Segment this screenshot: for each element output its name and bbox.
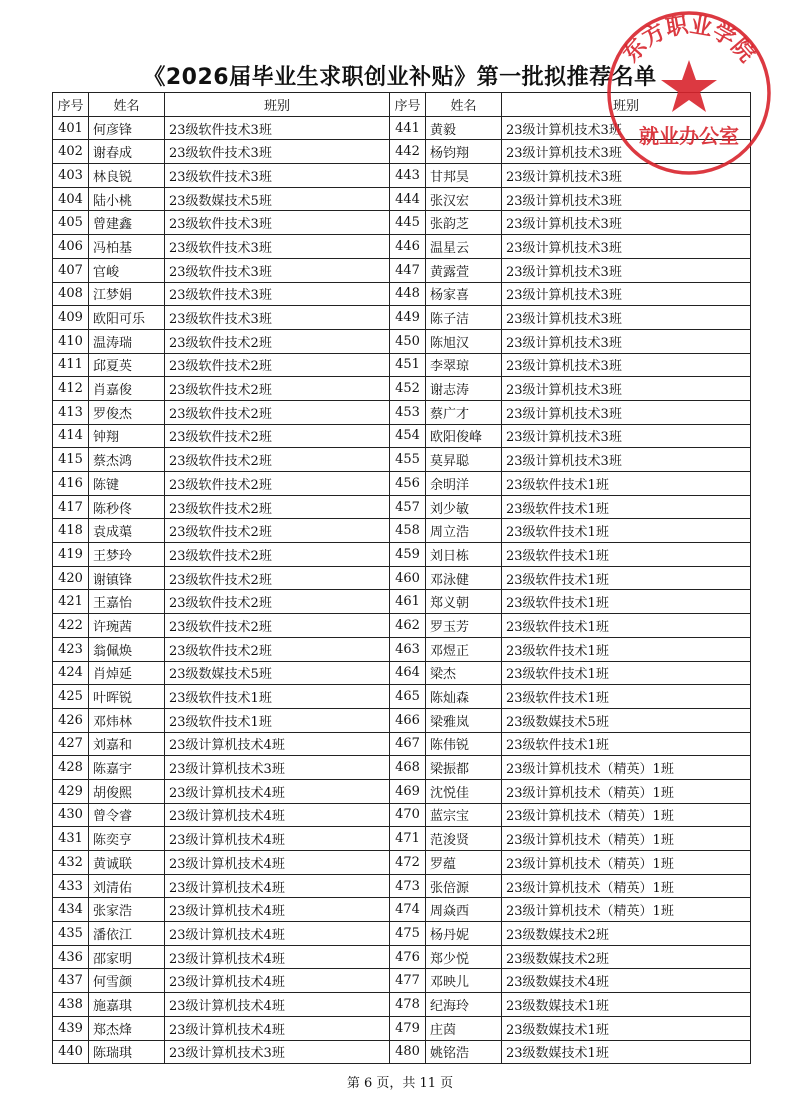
- entry-index: 462: [390, 614, 426, 638]
- table-row: [53, 685, 751, 709]
- entry-name: 陈嘉宇: [89, 756, 165, 780]
- entry-index: 460: [390, 566, 426, 590]
- entry-index: 411: [53, 353, 89, 377]
- entry-class: 23级数媒技术5班: [165, 661, 390, 685]
- entry-index: 455: [390, 448, 426, 472]
- header-index: 序号: [53, 93, 89, 117]
- entry-class: 23级计算机技术4班: [165, 851, 390, 875]
- entry-name: 杨丹妮: [426, 922, 502, 946]
- entry-index: 450: [390, 329, 426, 353]
- header-index: 序号: [390, 93, 426, 117]
- recommendation-table: [52, 92, 751, 1064]
- entry-index: 465: [390, 685, 426, 709]
- entry-class: 23级计算机技术3班: [502, 400, 751, 424]
- entry-class: 23级计算机技术3班: [502, 306, 751, 330]
- entry-class: 23级数媒技术5班: [165, 187, 390, 211]
- entry-index: 452: [390, 377, 426, 401]
- entry-class: 23级数媒技术5班: [502, 708, 751, 732]
- entry-class: 23级软件技术2班: [165, 448, 390, 472]
- table-row: [53, 353, 751, 377]
- table-row: [53, 708, 751, 732]
- entry-class: 23级软件技术2班: [165, 472, 390, 496]
- entry-index: 410: [53, 329, 89, 353]
- entry-index: 418: [53, 519, 89, 543]
- entry-index: 432: [53, 851, 89, 875]
- entry-class: 23级计算机技术3班: [502, 353, 751, 377]
- entry-class: 23级软件技术1班: [502, 614, 751, 638]
- entry-class: 23级计算机技术4班: [165, 969, 390, 993]
- entry-index: 457: [390, 495, 426, 519]
- entry-index: 444: [390, 187, 426, 211]
- entry-index: 472: [390, 851, 426, 875]
- entry-class: 23级计算机技术4班: [165, 1016, 390, 1040]
- entry-class: 23级计算机技术（精英）1班: [502, 874, 751, 898]
- entry-class: 23级计算机技术4班: [165, 922, 390, 946]
- entry-name: 张倍源: [426, 874, 502, 898]
- entry-index: 475: [390, 922, 426, 946]
- entry-class: 23级软件技术1班: [502, 519, 751, 543]
- entry-name: 姚铭浩: [426, 1040, 502, 1064]
- entry-name: 袁成蕖: [89, 519, 165, 543]
- entry-name: 庄茵: [426, 1016, 502, 1040]
- header-class: 班别: [165, 93, 390, 117]
- svg-text:东方职业学院: [618, 13, 759, 67]
- entry-index: 431: [53, 827, 89, 851]
- table-row: [53, 922, 751, 946]
- entry-class: 23级计算机技术（精英）1班: [502, 803, 751, 827]
- entry-class: 23级数媒技术2班: [502, 945, 751, 969]
- entry-class: 23级计算机技术4班: [165, 874, 390, 898]
- entry-index: 449: [390, 306, 426, 330]
- entry-index: 459: [390, 543, 426, 567]
- entry-name: 官峻: [89, 258, 165, 282]
- entry-class: 23级软件技术2班: [165, 543, 390, 567]
- entry-name: 邵家明: [89, 945, 165, 969]
- entry-name: 曾令睿: [89, 803, 165, 827]
- entry-index: 477: [390, 969, 426, 993]
- entry-class: 23级计算机技术3班: [502, 377, 751, 401]
- table-row: [53, 732, 751, 756]
- entry-name: 温星云: [426, 235, 502, 259]
- entry-class: 23级软件技术3班: [165, 116, 390, 140]
- entry-index: 433: [53, 874, 89, 898]
- entry-index: 437: [53, 969, 89, 993]
- entry-name: 梁雅岚: [426, 708, 502, 732]
- entry-index: 422: [53, 614, 89, 638]
- entry-class: 23级计算机技术3班: [502, 258, 751, 282]
- entry-index: 420: [53, 566, 89, 590]
- entry-index: 401: [53, 116, 89, 140]
- entry-index: 429: [53, 779, 89, 803]
- entry-index: 471: [390, 827, 426, 851]
- entry-class: 23级计算机技术3班: [502, 448, 751, 472]
- entry-class: 23级计算机技术3班: [502, 424, 751, 448]
- table-row: [53, 614, 751, 638]
- entry-class: 23级计算机技术（精英）1班: [502, 779, 751, 803]
- entry-name: 梁杰: [426, 661, 502, 685]
- entry-name: 刘清佑: [89, 874, 165, 898]
- entry-index: 412: [53, 377, 89, 401]
- official-seal-stamp: [604, 8, 774, 178]
- entry-class: 23级计算机技术4班: [165, 993, 390, 1017]
- entry-index: 416: [53, 472, 89, 496]
- entry-index: 404: [53, 187, 89, 211]
- entry-name: 陈灿森: [426, 685, 502, 709]
- entry-class: 23级软件技术2班: [165, 424, 390, 448]
- entry-index: 403: [53, 164, 89, 188]
- entry-name: 罗俊杰: [89, 400, 165, 424]
- entry-index: 456: [390, 472, 426, 496]
- entry-class: 23级计算机技术（精英）1班: [502, 827, 751, 851]
- entry-class: 23级软件技术2班: [165, 637, 390, 661]
- entry-name: 冯柏基: [89, 235, 165, 259]
- entry-index: 446: [390, 235, 426, 259]
- table-row: [53, 827, 751, 851]
- entry-index: 467: [390, 732, 426, 756]
- entry-name: 张韵芝: [426, 211, 502, 235]
- entry-name: 潘依江: [89, 922, 165, 946]
- entry-index: 409: [53, 306, 89, 330]
- entry-name: 邓泳健: [426, 566, 502, 590]
- table-row: [53, 235, 751, 259]
- entry-class: 23级软件技术2班: [165, 329, 390, 353]
- entry-name: 邓映儿: [426, 969, 502, 993]
- table-row: [53, 400, 751, 424]
- entry-name: 张家浩: [89, 898, 165, 922]
- entry-name: 欧阳可乐: [89, 306, 165, 330]
- entry-name: 陈键: [89, 472, 165, 496]
- entry-name: 蓝宗宝: [426, 803, 502, 827]
- entry-name: 邓炜林: [89, 708, 165, 732]
- entry-name: 何彦锋: [89, 116, 165, 140]
- entry-index: 438: [53, 993, 89, 1017]
- entry-class: 23级软件技术1班: [502, 685, 751, 709]
- entry-name: 李翠琼: [426, 353, 502, 377]
- table-row: [53, 993, 751, 1017]
- entry-class: 23级软件技术2班: [165, 566, 390, 590]
- entry-index: 469: [390, 779, 426, 803]
- entry-name: 谢镇锋: [89, 566, 165, 590]
- entry-class: 23级软件技术1班: [165, 685, 390, 709]
- entry-index: 415: [53, 448, 89, 472]
- entry-name: 肖嘉俊: [89, 377, 165, 401]
- seal-star-icon: [661, 60, 717, 112]
- entry-name: 周立浩: [426, 519, 502, 543]
- table-row: [53, 377, 751, 401]
- entry-name: 蔡广才: [426, 400, 502, 424]
- entry-name: 温涛瑞: [89, 329, 165, 353]
- entry-index: 458: [390, 519, 426, 543]
- entry-class: 23级软件技术3班: [165, 211, 390, 235]
- entry-class: 23级软件技术2班: [165, 495, 390, 519]
- entry-index: 413: [53, 400, 89, 424]
- entry-name: 郑杰烽: [89, 1016, 165, 1040]
- table-row: [53, 543, 751, 567]
- entry-name: 王梦玲: [89, 543, 165, 567]
- entry-class: 23级计算机技术3班: [502, 329, 751, 353]
- entry-index: 424: [53, 661, 89, 685]
- entry-name: 郑义朝: [426, 590, 502, 614]
- table-row: [53, 661, 751, 685]
- entry-name: 黄诚联: [89, 851, 165, 875]
- entry-class: 23级计算机技术3班: [165, 756, 390, 780]
- entry-class: 23级软件技术2班: [165, 353, 390, 377]
- entry-index: 454: [390, 424, 426, 448]
- entry-index: 443: [390, 164, 426, 188]
- entry-index: 470: [390, 803, 426, 827]
- entry-index: 408: [53, 282, 89, 306]
- entry-name: 周焱西: [426, 898, 502, 922]
- entry-index: 426: [53, 708, 89, 732]
- entry-name: 黄露萱: [426, 258, 502, 282]
- entry-name: 梁振都: [426, 756, 502, 780]
- entry-index: 451: [390, 353, 426, 377]
- table-row: [53, 637, 751, 661]
- entry-index: 436: [53, 945, 89, 969]
- entry-name: 叶晖锐: [89, 685, 165, 709]
- header-name: 姓名: [426, 93, 502, 117]
- entry-name: 江梦娟: [89, 282, 165, 306]
- entry-class: 23级计算机技术4班: [165, 779, 390, 803]
- entry-class: 23级软件技术2班: [165, 400, 390, 424]
- header-class: 班别: [502, 93, 751, 117]
- entry-class: 23级计算机技术（精英）1班: [502, 851, 751, 875]
- table-row: [53, 898, 751, 922]
- entry-class: 23级软件技术2班: [165, 614, 390, 638]
- entry-class: 23级软件技术1班: [502, 566, 751, 590]
- entry-index: 447: [390, 258, 426, 282]
- entry-index: 407: [53, 258, 89, 282]
- entry-index: 479: [390, 1016, 426, 1040]
- entry-name: 何雪颜: [89, 969, 165, 993]
- entry-index: 464: [390, 661, 426, 685]
- table-row: [53, 282, 751, 306]
- entry-name: 纪海玲: [426, 993, 502, 1017]
- entry-name: 杨家喜: [426, 282, 502, 306]
- entry-class: 23级数媒技术1班: [502, 993, 751, 1017]
- entry-name: 刘嘉和: [89, 732, 165, 756]
- entry-name: 施嘉琪: [89, 993, 165, 1017]
- entry-name: 陈子洁: [426, 306, 502, 330]
- table-row: [53, 258, 751, 282]
- table-row: [53, 472, 751, 496]
- entry-class: 23级数媒技术4班: [502, 969, 751, 993]
- entry-name: 罗蕴: [426, 851, 502, 875]
- entry-name: 陈伟锐: [426, 732, 502, 756]
- entry-name: 林良锐: [89, 164, 165, 188]
- entry-class: 23级软件技术2班: [165, 590, 390, 614]
- entry-name: 翁佩焕: [89, 637, 165, 661]
- entry-name: 莫昇聪: [426, 448, 502, 472]
- entry-name: 沈悦佳: [426, 779, 502, 803]
- seal-center-text: 就业办公室: [639, 124, 739, 148]
- entry-name: 谢志涛: [426, 377, 502, 401]
- entry-index: 434: [53, 898, 89, 922]
- table-row: [53, 779, 751, 803]
- entry-name: 罗玉芳: [426, 614, 502, 638]
- table-row: [53, 424, 751, 448]
- entry-name: 邱夏英: [89, 353, 165, 377]
- entry-index: 468: [390, 756, 426, 780]
- entry-index: 480: [390, 1040, 426, 1064]
- entry-class: 23级软件技术2班: [165, 377, 390, 401]
- seal-arc-text: 东方职业学院: [618, 13, 760, 68]
- entry-name: 余明洋: [426, 472, 502, 496]
- table-row: [53, 448, 751, 472]
- entry-class: 23级计算机技术3班: [502, 116, 751, 140]
- entry-class: 23级计算机技术3班: [502, 282, 751, 306]
- table-row: [53, 1016, 751, 1040]
- entry-class: 23级计算机技术3班: [502, 140, 751, 164]
- entry-name: 刘日栋: [426, 543, 502, 567]
- entry-class: 23级计算机技术4班: [165, 827, 390, 851]
- entry-name: 陈奕亨: [89, 827, 165, 851]
- entry-index: 421: [53, 590, 89, 614]
- entry-name: 陈旭汉: [426, 329, 502, 353]
- entry-class: 23级计算机技术3班: [502, 164, 751, 188]
- entry-class: 23级数媒技术2班: [502, 922, 751, 946]
- entry-name: 曾建鑫: [89, 211, 165, 235]
- entry-class: 23级计算机技术（精英）1班: [502, 898, 751, 922]
- entry-index: 423: [53, 637, 89, 661]
- table-row: [53, 187, 751, 211]
- document-title: 《2026届毕业生求职创业补贴》第一批拟推荐名单: [143, 65, 657, 90]
- entry-class: 23级软件技术2班: [165, 519, 390, 543]
- entry-class: 23级计算机技术4班: [165, 898, 390, 922]
- entry-class: 23级软件技术1班: [502, 472, 751, 496]
- entry-index: 414: [53, 424, 89, 448]
- table-row: [53, 851, 751, 875]
- entry-name: 谢春成: [89, 140, 165, 164]
- entry-class: 23级软件技术3班: [165, 140, 390, 164]
- entry-index: 405: [53, 211, 89, 235]
- entry-class: 23级软件技术3班: [165, 282, 390, 306]
- table-row: [53, 803, 751, 827]
- entry-name: 邓煜正: [426, 637, 502, 661]
- entry-index: 441: [390, 116, 426, 140]
- entry-index: 474: [390, 898, 426, 922]
- entry-name: 郑少悦: [426, 945, 502, 969]
- entry-name: 黄毅: [426, 116, 502, 140]
- entry-class: 23级数媒技术1班: [502, 1040, 751, 1064]
- entry-index: 463: [390, 637, 426, 661]
- table-row: [53, 756, 751, 780]
- table-row: [53, 329, 751, 353]
- page-footer: 第 6 页，共 11 页: [346, 1076, 454, 1091]
- entry-name: 欧阳俊峰: [426, 424, 502, 448]
- table-row: [53, 1040, 751, 1064]
- entry-class: 23级计算机技术3班: [165, 1040, 390, 1064]
- entry-class: 23级软件技术1班: [165, 708, 390, 732]
- entry-index: 440: [53, 1040, 89, 1064]
- entry-name: 陆小桃: [89, 187, 165, 211]
- entry-name: 王嘉怡: [89, 590, 165, 614]
- entry-index: 427: [53, 732, 89, 756]
- entry-index: 430: [53, 803, 89, 827]
- entry-name: 甘邦昊: [426, 164, 502, 188]
- entry-index: 428: [53, 756, 89, 780]
- entry-name: 张汉宏: [426, 187, 502, 211]
- entry-class: 23级数媒技术1班: [502, 1016, 751, 1040]
- entry-index: 425: [53, 685, 89, 709]
- entry-class: 23级计算机技术4班: [165, 803, 390, 827]
- table-row: [53, 874, 751, 898]
- entry-class: 23级计算机技术3班: [502, 187, 751, 211]
- entry-index: 461: [390, 590, 426, 614]
- entry-index: 419: [53, 543, 89, 567]
- entry-class: 23级软件技术3班: [165, 235, 390, 259]
- table-row: [53, 211, 751, 235]
- entry-name: 胡俊熙: [89, 779, 165, 803]
- entry-class: 23级计算机技术4班: [165, 945, 390, 969]
- entry-name: 杨钧翔: [426, 140, 502, 164]
- entry-class: 23级软件技术1班: [502, 637, 751, 661]
- entry-name: 陈秒佟: [89, 495, 165, 519]
- table-row: [53, 969, 751, 993]
- entry-index: 448: [390, 282, 426, 306]
- table-row: [53, 566, 751, 590]
- entry-class: 23级软件技术1班: [502, 661, 751, 685]
- table-row: [53, 495, 751, 519]
- entry-name: 范浚贤: [426, 827, 502, 851]
- entry-class: 23级计算机技术3班: [502, 211, 751, 235]
- entry-index: 435: [53, 922, 89, 946]
- entry-index: 473: [390, 874, 426, 898]
- table-row: [53, 306, 751, 330]
- entry-name: 刘少敏: [426, 495, 502, 519]
- entry-class: 23级软件技术3班: [165, 164, 390, 188]
- entry-index: 406: [53, 235, 89, 259]
- entry-index: 453: [390, 400, 426, 424]
- entry-index: 417: [53, 495, 89, 519]
- entry-name: 陈瑞琪: [89, 1040, 165, 1064]
- table-row: [53, 945, 751, 969]
- entry-class: 23级软件技术3班: [165, 258, 390, 282]
- entry-index: 478: [390, 993, 426, 1017]
- entry-index: 466: [390, 708, 426, 732]
- entry-class: 23级计算机技术（精英）1班: [502, 756, 751, 780]
- entry-index: 442: [390, 140, 426, 164]
- entry-class: 23级软件技术1班: [502, 590, 751, 614]
- entry-class: 23级软件技术1班: [502, 732, 751, 756]
- header-name: 姓名: [89, 93, 165, 117]
- entry-name: 肖焯延: [89, 661, 165, 685]
- entry-index: 439: [53, 1016, 89, 1040]
- table-row: [53, 590, 751, 614]
- entry-index: 402: [53, 140, 89, 164]
- table-row: [53, 519, 751, 543]
- entry-class: 23级计算机技术4班: [165, 732, 390, 756]
- entry-class: 23级软件技术3班: [165, 306, 390, 330]
- entry-name: 钟翔: [89, 424, 165, 448]
- entry-class: 23级软件技术1班: [502, 495, 751, 519]
- entry-class: 23级软件技术1班: [502, 543, 751, 567]
- entry-index: 445: [390, 211, 426, 235]
- entry-class: 23级计算机技术3班: [502, 235, 751, 259]
- entry-index: 476: [390, 945, 426, 969]
- entry-name: 许琬茜: [89, 614, 165, 638]
- entry-name: 蔡杰鸿: [89, 448, 165, 472]
